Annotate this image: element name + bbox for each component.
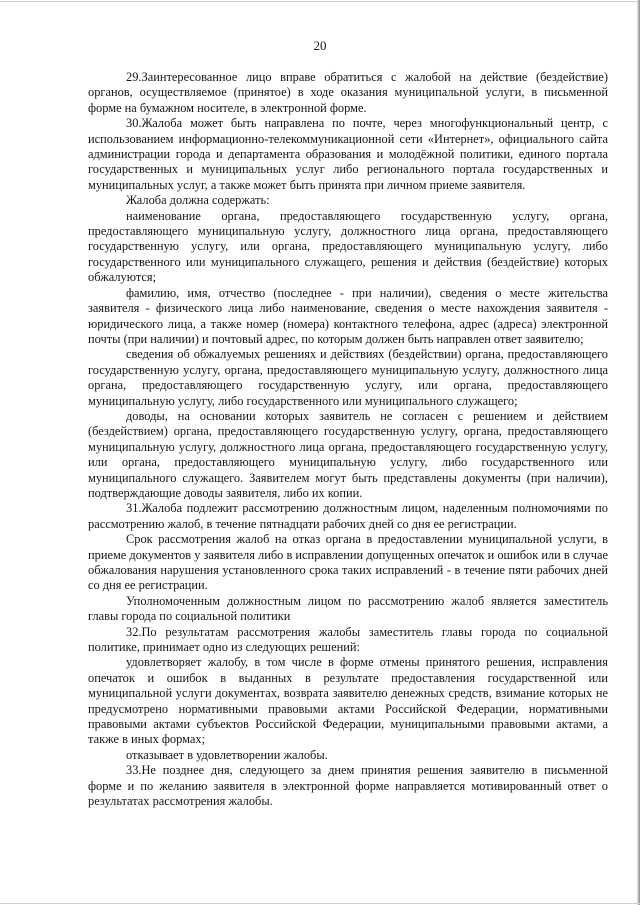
paragraph-29: 29.Заинтересованное лицо вправе обратиться с жалобой на действие (бездействие) органов, осуществляемое (принятое) в ходе оказания муниципальной услуги, в письменной форме на бумажном носителе, в электронной форме. bbox=[88, 70, 608, 115]
paragraph-refuses-complaint: отказывает в удовлетворении жалобы. bbox=[126, 747, 328, 762]
page-number: 20 bbox=[313, 38, 327, 53]
paragraph-satisfies-complaint: удовлетворяет жалобу, в том числе в форме отмены принятого решения, исправления опечаток и ошибок в выданных в результате предоставления государственной или муниципальной услуги документах, возврата заявителю денежных средств, взимание которых не предусмотрено нормативными правовыми актами Российской Федерации, нормативными правовыми актами субъектов Российской Федерации, муниципальными правовыми актами, а также в иных формах; bbox=[88, 655, 608, 747]
paragraph-review-term: Срок рассмотрения жалоб на отказ органа в предоставлении муниципальной услуги, в приеме документов у заявителя либо в исправлении допущенных опечаток и ошибок или в случае обжалования нарушения установленного срока таких исправлений - в течение пяти рабочих дней со дня ее регистрации. bbox=[88, 532, 608, 593]
paragraph-authorized-official: Уполномоченным должностным лицом по рассмотрению жалоб является заместитель главы города по социальной политики bbox=[88, 593, 608, 624]
paragraph-33: 33.Не позднее дня, следующего за днем принятия решения заявителю в письменной форме и по желанию заявителя в электронной форме направляется мотивированный ответ о результатах рассмотрения жалобы. bbox=[88, 763, 608, 809]
paragraph-31: 31.Жалоба подлежит рассмотрению должностным лицом, наделенным полномочиями по рассмотрению жалоб, в течение пятнадцати рабочих дней со дня ее регистрации. bbox=[88, 501, 608, 531]
paragraph-32: 32.По результатам рассмотрения жалобы заместитель главы города по социальной политике, принимает одно из следующих решений: bbox=[88, 624, 608, 655]
paragraph-authority-name: наименование органа, предоставляющего государственную услугу, органа, предоставляющего муниципальную услугу, должностного лица органа, предоставляющего государственную услугу, или органа, предоставляющего муниципальную услугу, либо государственного или муниципального служащего, решения и действия (бездействие) которых обжалуются; bbox=[88, 208, 608, 285]
paragraph-30: 30.Жалоба может быть направлена по почте, через многофункциональный центр, с использованием информационно-телекоммуникационной сети «Интернет», официального сайта администрации города и департамента образования и молодёжной политики, единого портала государственных и муниципальных услуг либо регионального портала государственных и муниципальных услуг, а также может быть принята при личном приеме заявителя. bbox=[88, 116, 608, 192]
paragraph-arguments: доводы, на основании которых заявитель не согласен с решением и действием (бездействием) органа, предоставляющего государственную услугу, органа, предоставляющего муниципальную услугу, должностного лица органа, предоставляющего государственную услугу, или органа, предоставляющего муниципальную услугу, либо государственного или муниципального служащего. Заявителем могут быть представлены документы (при наличии), подтверждающие доводы заявителя, либо их копии. bbox=[88, 408, 608, 500]
scan-edge-top bbox=[0, 1, 640, 2]
paragraph-complaint-contents-intro: Жалоба должна содержать: bbox=[126, 193, 270, 208]
paragraph-applicant-details: фамилию, имя, отчество (последнее - при наличии), сведения о месте жительства заявителя - физического лица либо наименование, сведения о месте нахождения заявителя - юридического лица, а также номер (номера) контактного телефона, адрес (адреса) электронной почты (при наличии) и почтовый адрес, по которым должен быть направлен ответ заявителю; bbox=[88, 285, 608, 346]
scan-edge-bottom bbox=[0, 903, 640, 904]
paragraph-appealed-decisions: сведения об обжалуемых решениях и действиях (бездействии) органа, предоставляющего государственную услугу, органа, предоставляющего муниципальную услугу, должностного лица органа, предоставляющего государственную услугу, или органа, предоставляющего муниципальную услугу, либо государственного или муниципального служащего; bbox=[88, 347, 608, 408]
document-body bbox=[88, 70, 608, 810]
